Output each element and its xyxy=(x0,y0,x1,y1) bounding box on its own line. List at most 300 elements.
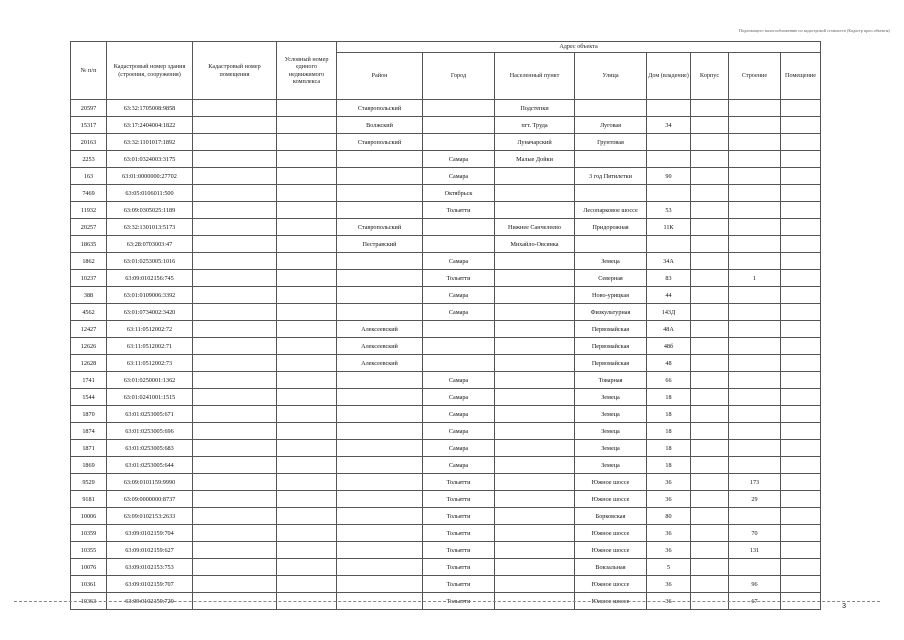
cell-num: 388 xyxy=(71,287,107,304)
cell-room-cadastral xyxy=(193,576,277,593)
cell-house: 34 xyxy=(647,117,691,134)
cell-settlement: Луначарский xyxy=(495,134,575,151)
cell-district xyxy=(337,168,423,185)
cell-room xyxy=(781,134,821,151)
cell-conditional xyxy=(277,202,337,219)
cell-room-cadastral xyxy=(193,304,277,321)
cell-house: 36 xyxy=(647,525,691,542)
cell-street: Южное шоссе xyxy=(575,576,647,593)
cell-city: Тольятти xyxy=(423,525,495,542)
cell-city: Самара xyxy=(423,457,495,474)
cell-conditional xyxy=(277,491,337,508)
cell-house: 36 xyxy=(647,542,691,559)
cell-city xyxy=(423,321,495,338)
cell-room xyxy=(781,219,821,236)
cell-korpus xyxy=(691,253,729,270)
cell-korpus xyxy=(691,270,729,287)
cell-city: Тольятти xyxy=(423,508,495,525)
cell-conditional xyxy=(277,338,337,355)
cell-cadastral: 63:05:0106011:500 xyxy=(107,185,193,202)
cell-cadastral: 63:01:0324003:3175 xyxy=(107,151,193,168)
cell-structure xyxy=(729,559,781,576)
cell-district xyxy=(337,287,423,304)
cell-district xyxy=(337,406,423,423)
cell-cadastral: 63:01:0253005:671 xyxy=(107,406,193,423)
cell-structure xyxy=(729,457,781,474)
cell-street xyxy=(575,151,647,168)
cell-num: 10355 xyxy=(71,542,107,559)
table-row xyxy=(71,474,821,491)
cell-district xyxy=(337,423,423,440)
cell-korpus xyxy=(691,202,729,219)
cell-house: 18 xyxy=(647,423,691,440)
cell-num: 7469 xyxy=(71,185,107,202)
cell-cadastral: 63:28:0703003:47 xyxy=(107,236,193,253)
cell-city: Самара xyxy=(423,304,495,321)
cell-house: 18 xyxy=(647,440,691,457)
table-body xyxy=(71,100,821,610)
header-address-group: Адрес объекта xyxy=(337,42,821,53)
cell-district: Ставропольский xyxy=(337,219,423,236)
cell-street: Северная xyxy=(575,270,647,287)
cell-street xyxy=(575,236,647,253)
table-row xyxy=(71,287,821,304)
cell-structure xyxy=(729,100,781,117)
cell-room-cadastral xyxy=(193,202,277,219)
cell-settlement xyxy=(495,542,575,559)
cell-district: Волжский xyxy=(337,117,423,134)
cell-room xyxy=(781,576,821,593)
cell-room-cadastral xyxy=(193,117,277,134)
cell-cadastral: 63:17:2404004:1822 xyxy=(107,117,193,134)
cell-room xyxy=(781,491,821,508)
cell-structure xyxy=(729,117,781,134)
cell-city xyxy=(423,117,495,134)
cell-house: 5 xyxy=(647,559,691,576)
cell-cadastral: 63:09:0102159:707 xyxy=(107,576,193,593)
cell-settlement: Михайло-Овсянка xyxy=(495,236,575,253)
cell-house: 18 xyxy=(647,457,691,474)
cell-house: 36 xyxy=(647,474,691,491)
cell-structure xyxy=(729,508,781,525)
cell-street: Первомайская xyxy=(575,355,647,372)
cell-room xyxy=(781,100,821,117)
cell-num: 10006 xyxy=(71,508,107,525)
cell-room xyxy=(781,372,821,389)
cell-house: 83 xyxy=(647,270,691,287)
table-row xyxy=(71,423,821,440)
cell-room-cadastral xyxy=(193,559,277,576)
cell-cadastral: 63:01:0253005:696 xyxy=(107,423,193,440)
header-cadastral-building: Кадастровый номер здания (строения, сооружения) xyxy=(107,42,193,100)
cell-cadastral: 63:11:0512002:71 xyxy=(107,338,193,355)
table-row xyxy=(71,202,821,219)
table-row xyxy=(71,338,821,355)
header-house: Дом (владение) xyxy=(647,53,691,100)
header-street: Улица xyxy=(575,53,647,100)
cell-room xyxy=(781,525,821,542)
table-row xyxy=(71,525,821,542)
cell-cadastral: 63:32:1301013:5173 xyxy=(107,219,193,236)
cell-room xyxy=(781,270,821,287)
cell-korpus xyxy=(691,406,729,423)
header-settlement: Населенный пункт xyxy=(495,53,575,100)
cell-house: 90 xyxy=(647,168,691,185)
cell-street: Земеца xyxy=(575,253,647,270)
cell-cadastral: 63:01:0734002:3420 xyxy=(107,304,193,321)
cell-settlement xyxy=(495,355,575,372)
cell-room-cadastral xyxy=(193,100,277,117)
cell-korpus xyxy=(691,474,729,491)
cell-street: Физкультурная xyxy=(575,304,647,321)
cell-street: Южное шоссе xyxy=(575,491,647,508)
cell-room xyxy=(781,168,821,185)
cell-structure xyxy=(729,185,781,202)
cell-conditional xyxy=(277,457,337,474)
cell-house xyxy=(647,134,691,151)
cell-district: Алексеевский xyxy=(337,321,423,338)
cell-room xyxy=(781,117,821,134)
cell-conditional xyxy=(277,542,337,559)
cell-cadastral: 63:01:0253005:683 xyxy=(107,440,193,457)
cell-city xyxy=(423,100,495,117)
cell-house: 48 xyxy=(647,355,691,372)
cell-settlement xyxy=(495,389,575,406)
cell-city: Самара xyxy=(423,389,495,406)
cell-conditional xyxy=(277,576,337,593)
cell-conditional xyxy=(277,355,337,372)
cell-num: 11932 xyxy=(71,202,107,219)
cell-structure xyxy=(729,304,781,321)
cell-street: Первомайская xyxy=(575,338,647,355)
cell-settlement: Малые Дойки xyxy=(495,151,575,168)
cell-room-cadastral xyxy=(193,355,277,372)
cell-city xyxy=(423,338,495,355)
cell-conditional xyxy=(277,236,337,253)
header-district: Район xyxy=(337,53,423,100)
cell-structure xyxy=(729,219,781,236)
cell-structure xyxy=(729,287,781,304)
cell-korpus xyxy=(691,423,729,440)
cell-district xyxy=(337,185,423,202)
cell-num: 1869 xyxy=(71,457,107,474)
cell-korpus xyxy=(691,236,729,253)
cell-korpus xyxy=(691,304,729,321)
cell-conditional xyxy=(277,389,337,406)
cell-num: 9529 xyxy=(71,474,107,491)
cell-korpus xyxy=(691,559,729,576)
cell-room-cadastral xyxy=(193,185,277,202)
cell-room xyxy=(781,457,821,474)
cell-conditional xyxy=(277,270,337,287)
cell-settlement xyxy=(495,508,575,525)
cell-num: 10361 xyxy=(71,576,107,593)
header-num: № п/п xyxy=(71,42,107,100)
cell-structure xyxy=(729,355,781,372)
table-row xyxy=(71,270,821,287)
cell-room-cadastral xyxy=(193,491,277,508)
cell-city: Самара xyxy=(423,287,495,304)
cell-num: 12427 xyxy=(71,321,107,338)
cell-district xyxy=(337,304,423,321)
cell-room-cadastral xyxy=(193,338,277,355)
cell-num: 10076 xyxy=(71,559,107,576)
table-row xyxy=(71,117,821,134)
cell-settlement xyxy=(495,457,575,474)
cell-district: Пестравский xyxy=(337,236,423,253)
cell-structure xyxy=(729,406,781,423)
cell-korpus xyxy=(691,219,729,236)
table-row xyxy=(71,576,821,593)
register-table xyxy=(70,41,821,610)
cell-korpus xyxy=(691,168,729,185)
cell-cadastral: 63:32:1705008:9858 xyxy=(107,100,193,117)
cell-city xyxy=(423,219,495,236)
cell-settlement xyxy=(495,338,575,355)
cell-city: Тольятти xyxy=(423,559,495,576)
table-row xyxy=(71,304,821,321)
cell-city: Октябрьск xyxy=(423,185,495,202)
cell-house: 48б xyxy=(647,338,691,355)
cell-structure xyxy=(729,168,781,185)
cell-room xyxy=(781,287,821,304)
cell-settlement: пгт. Труда xyxy=(495,117,575,134)
cell-street: Южное шоссе xyxy=(575,474,647,491)
cell-district xyxy=(337,559,423,576)
header-room: Помещение xyxy=(781,53,821,100)
cell-conditional xyxy=(277,117,337,134)
cell-district xyxy=(337,508,423,525)
cell-room xyxy=(781,151,821,168)
cell-room xyxy=(781,321,821,338)
table-row xyxy=(71,508,821,525)
cell-conditional xyxy=(277,372,337,389)
cell-city xyxy=(423,236,495,253)
cell-city: Тольятти xyxy=(423,593,495,610)
cell-conditional xyxy=(277,219,337,236)
cell-cadastral: 63:01:0241001:1515 xyxy=(107,389,193,406)
cell-city: Тольятти xyxy=(423,474,495,491)
cell-district: Алексеевский xyxy=(337,338,423,355)
cell-settlement xyxy=(495,270,575,287)
cell-conditional xyxy=(277,304,337,321)
table-row xyxy=(71,236,821,253)
cell-room xyxy=(781,559,821,576)
cell-conditional xyxy=(277,100,337,117)
cell-city: Самара xyxy=(423,423,495,440)
cell-street: Придорожная xyxy=(575,219,647,236)
cell-conditional xyxy=(277,559,337,576)
cell-room xyxy=(781,338,821,355)
cell-num: 1871 xyxy=(71,440,107,457)
cell-num: 1741 xyxy=(71,372,107,389)
cell-conditional xyxy=(277,525,337,542)
table-row xyxy=(71,219,821,236)
cell-settlement xyxy=(495,440,575,457)
cell-room-cadastral xyxy=(193,457,277,474)
cell-num: 10363 xyxy=(71,593,107,610)
cell-street: Южное шоссе xyxy=(575,593,647,610)
cell-korpus xyxy=(691,389,729,406)
cell-korpus xyxy=(691,185,729,202)
cell-korpus xyxy=(691,508,729,525)
cell-street: Грунтовая xyxy=(575,134,647,151)
cell-district: Ставропольский xyxy=(337,100,423,117)
cell-conditional xyxy=(277,406,337,423)
cell-num: 18635 xyxy=(71,236,107,253)
table-row xyxy=(71,559,821,576)
cell-city: Тольятти xyxy=(423,576,495,593)
cell-district xyxy=(337,576,423,593)
cell-street: Лесопарковое шоссе xyxy=(575,202,647,219)
cell-street: Земеца xyxy=(575,423,647,440)
cell-house: 18 xyxy=(647,406,691,423)
cell-structure xyxy=(729,440,781,457)
cell-settlement xyxy=(495,406,575,423)
cell-city: Самара xyxy=(423,372,495,389)
cell-structure: 96 xyxy=(729,576,781,593)
cell-room xyxy=(781,423,821,440)
cell-city: Самара xyxy=(423,253,495,270)
cell-cadastral: 63:09:0102156:745 xyxy=(107,270,193,287)
cell-room-cadastral xyxy=(193,423,277,440)
cell-city: Самара xyxy=(423,440,495,457)
cell-structure xyxy=(729,321,781,338)
cell-num: 10237 xyxy=(71,270,107,287)
cell-house: 34А xyxy=(647,253,691,270)
cell-street: 3 год Пятилетки xyxy=(575,168,647,185)
cell-settlement xyxy=(495,321,575,338)
cell-num: 20163 xyxy=(71,134,107,151)
cell-conditional xyxy=(277,423,337,440)
top-note: Подлежащего налогообложению по кадастровой стоимости (Кадастр проп.объекты) xyxy=(738,28,890,33)
cell-korpus xyxy=(691,151,729,168)
cell-house: 11К xyxy=(647,219,691,236)
table-row xyxy=(71,406,821,423)
cell-room xyxy=(781,355,821,372)
cell-cadastral: 63:01:0253005:1016 xyxy=(107,253,193,270)
table-row xyxy=(71,542,821,559)
cell-settlement xyxy=(495,372,575,389)
cell-structure: 173 xyxy=(729,474,781,491)
cell-street: Борковская xyxy=(575,508,647,525)
table-row xyxy=(71,389,821,406)
cell-district xyxy=(337,542,423,559)
cell-cadastral: 63:09:0102153:2633 xyxy=(107,508,193,525)
cell-settlement: Подстепки xyxy=(495,100,575,117)
cell-cadastral: 63:01:0253005:644 xyxy=(107,457,193,474)
cell-structure: 131 xyxy=(729,542,781,559)
cell-structure: 70 xyxy=(729,525,781,542)
cell-room-cadastral xyxy=(193,253,277,270)
cell-korpus xyxy=(691,321,729,338)
cell-district xyxy=(337,253,423,270)
cell-district xyxy=(337,389,423,406)
cell-house: 143Д xyxy=(647,304,691,321)
cell-house: 18 xyxy=(647,389,691,406)
cell-cadastral: 63:01:0000000:27702 xyxy=(107,168,193,185)
cell-structure xyxy=(729,134,781,151)
cell-room xyxy=(781,185,821,202)
cell-korpus xyxy=(691,100,729,117)
cell-settlement xyxy=(495,525,575,542)
page-number: 3 xyxy=(842,603,846,610)
cell-korpus xyxy=(691,117,729,134)
cell-house xyxy=(647,100,691,117)
cell-house: 53 xyxy=(647,202,691,219)
header-conditional-number: Условный номер единого недвижимого комплекса xyxy=(277,42,337,100)
cell-korpus xyxy=(691,355,729,372)
cell-street: Товарная xyxy=(575,372,647,389)
cell-room xyxy=(781,236,821,253)
cell-room-cadastral xyxy=(193,525,277,542)
cell-korpus xyxy=(691,525,729,542)
cell-cadastral: 63:01:0109006:3392 xyxy=(107,287,193,304)
cell-settlement xyxy=(495,202,575,219)
cell-num: 12626 xyxy=(71,338,107,355)
cell-korpus xyxy=(691,134,729,151)
cell-settlement xyxy=(495,474,575,491)
cell-district xyxy=(337,270,423,287)
cell-conditional xyxy=(277,474,337,491)
cell-structure xyxy=(729,389,781,406)
cell-settlement xyxy=(495,185,575,202)
cell-cadastral: 63:09:0102153:753 xyxy=(107,559,193,576)
cell-cadastral: 63:09:0102159:729 xyxy=(107,593,193,610)
cell-room-cadastral xyxy=(193,508,277,525)
cell-structure xyxy=(729,202,781,219)
table-row xyxy=(71,253,821,270)
cell-num: 1870 xyxy=(71,406,107,423)
cell-district xyxy=(337,491,423,508)
cell-num: 20597 xyxy=(71,100,107,117)
cell-district xyxy=(337,372,423,389)
table-row xyxy=(71,321,821,338)
cell-district xyxy=(337,474,423,491)
cell-city xyxy=(423,134,495,151)
table-row xyxy=(71,134,821,151)
cell-korpus xyxy=(691,338,729,355)
cell-cadastral: 63:09:0102159:627 xyxy=(107,542,193,559)
cell-settlement xyxy=(495,559,575,576)
cell-conditional xyxy=(277,168,337,185)
cell-house xyxy=(647,185,691,202)
cell-district xyxy=(337,440,423,457)
cell-settlement xyxy=(495,491,575,508)
cell-settlement xyxy=(495,576,575,593)
cell-korpus xyxy=(691,457,729,474)
cell-settlement xyxy=(495,304,575,321)
cell-structure: 67 xyxy=(729,593,781,610)
cell-settlement xyxy=(495,423,575,440)
cell-num: 1544 xyxy=(71,389,107,406)
cell-conditional xyxy=(277,508,337,525)
cell-house: 36 xyxy=(647,593,691,610)
cell-room-cadastral xyxy=(193,321,277,338)
cell-street: Ново-урицкая xyxy=(575,287,647,304)
cell-city: Самара xyxy=(423,151,495,168)
cell-conditional xyxy=(277,185,337,202)
table-row xyxy=(71,151,821,168)
cell-street xyxy=(575,185,647,202)
table-row xyxy=(71,185,821,202)
cell-street: Земеца xyxy=(575,440,647,457)
cell-structure xyxy=(729,151,781,168)
cell-house: 44 xyxy=(647,287,691,304)
cell-house: 36 xyxy=(647,491,691,508)
cell-house xyxy=(647,151,691,168)
cell-cadastral: 63:09:0102159:704 xyxy=(107,525,193,542)
